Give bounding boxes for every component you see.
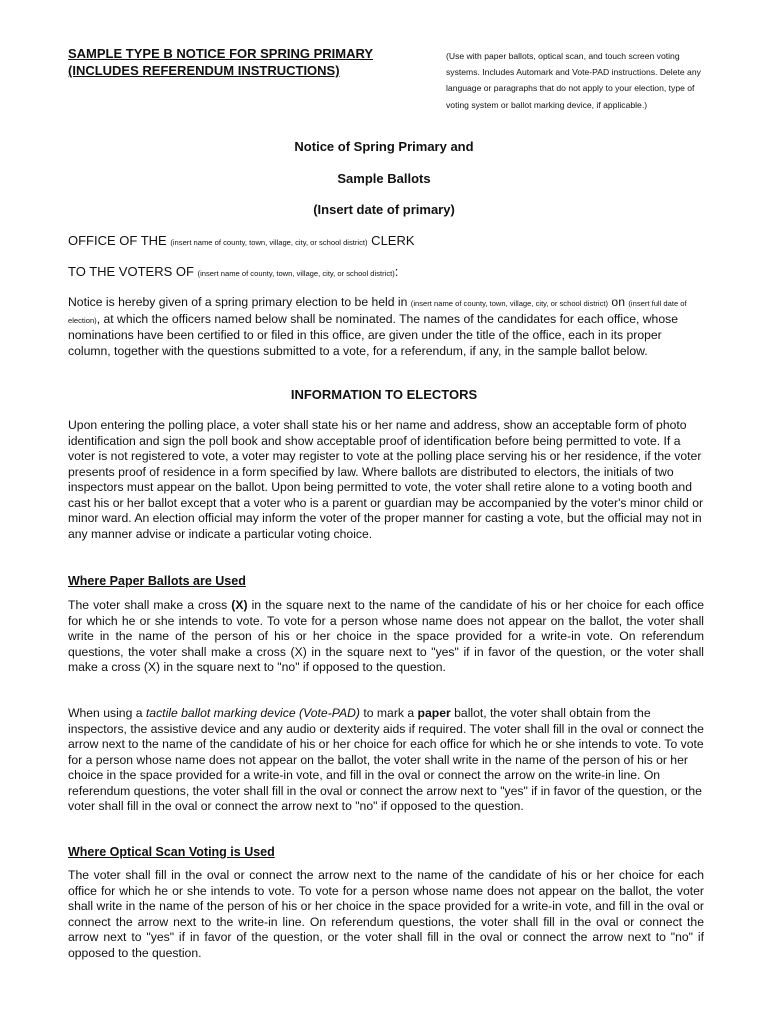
- voters-prefix: TO THE VOTERS OF: [68, 264, 198, 279]
- notice-paragraph: [68, 295, 704, 359]
- voters-suffix: :: [394, 264, 399, 279]
- vote-pad-paragraph: [68, 706, 704, 815]
- office-suffix: CLERK: [367, 233, 415, 248]
- notice-text-2: on: [608, 295, 629, 309]
- office-prefix: OFFICE OF THE: [68, 233, 171, 248]
- document-heading: [68, 45, 428, 79]
- heading-line-1: SAMPLE TYPE B NOTICE FOR SPRING PRIMARY: [68, 46, 374, 61]
- primary-date-placeholder: (Insert date of primary): [313, 202, 455, 217]
- office-insert: (insert name of county, town, village, city, or school district): [170, 238, 368, 247]
- optical-scan-paragraph: The voter shall fill in the oval or connect the arrow next to the name of the candidate of his or her choice for each office for which he or she intends to vote. To vote for a person whose name does not appear on the ballot, the voter shall write in the name of the person of his or her choice in the space provided for a write-in vote, and fill in the oval or connect the arrow next to the write-in line. On referendum questions, the voter shall fill in the oval or connect the arrow next to "yes" if in favor of the question, or the voter shall fill in the oval or connect the arrow next to "no" if opposed to the question.: [68, 868, 704, 960]
- paper-ballots-paragraph: [68, 598, 704, 676]
- paper-text-1: The voter shall make a cross: [68, 598, 232, 612]
- paper-text-2: in the square next to the name of the candidate of his or her choice for each office for which he or she intends to vote. To vote for a person whose name does not appear on the ballot, the voter shall write in the name of the person of his or her choice in the space provided for a write-in vote. On referendum questions, the voter shall make a cross (X) in the square next to "yes" if in favor of the question, or the voter shall make a cross (X) in the square next to "no" if opposed to the question.: [68, 598, 704, 674]
- sample-ballots-title: Sample Ballots: [337, 171, 431, 186]
- heading-line-2: (INCLUDES REFERENDUM INSTRUCTIONS): [68, 63, 340, 78]
- usage-note: (Use with paper ballots, optical scan, and touch screen voting systems. Includes Automark and Vote-PAD instructions. Delete any language or paragraphs that do not apply to your election, type of voting system or ballot marking device, if applicable.): [446, 51, 701, 110]
- notice-text-3: , at which the officers named below shall be nominated. The names of the candidates for each office, whose nominations have been certified to or filed in this office, are given under the title of the office, each in its proper column, together with the questions submitted to a vote, for a referendum, if any, in the sample ballot below.: [68, 311, 678, 358]
- voters-line: [68, 264, 398, 279]
- paper-ballots-heading: Where Paper Ballots are Used: [68, 574, 246, 588]
- voters-insert: (insert name of county, town, village, city, or school district): [197, 269, 395, 278]
- votepad-text-3: ballot, the voter shall obtain from the inspectors, the assistive device and any audio or dexterity aids if required. The voter shall fill in the oval or connect the arrow next to the name of the candidate of his or her choice for each office for which he or she intends to vote. To vote for a person whose name does not appear on the ballot, the voter shall write in the name of the person of his or her choice in the space provided for a write-in vote, and fill in the oval or connect the arrow on the write-in line. On referendum questions, the voter shall fill in the oval or connect the arrow next to "yes" if in favor of the question, or the voter shall fill in the oval or connect the arrow next to "no" if opposed to the question.: [68, 706, 704, 813]
- office-line: [68, 233, 415, 248]
- votepad-text-2: to mark a: [359, 706, 418, 720]
- notice-text-1: Notice is hereby given of a spring primary election to be held in: [68, 295, 411, 309]
- info-paragraph: Upon entering the polling place, a voter shall state his or her name and address, show an acceptable form of photo identification and sign the poll book and show acceptable proof of identification before being permitted to vote. If a voter is not registered to vote, a voter may register to vote at the polling place serving his or her residence, if the voter presents proof of residence in a form specified by law. Where ballots are distributed to electors, the initials of two inspectors must appear on the ballot. Upon being permitted to vote, the voter shall retire alone to a voting booth and cast his or her ballot except that a voter who is a parent or guardian may be accompanied by the voter's minor child or minor ward. An election official may inform the voter of the proper manner for casting a vote, but the official may not in any manner advise or indicate a particular voting choice.: [68, 418, 704, 541]
- votepad-text-1: When using a: [68, 706, 146, 720]
- votepad-paper: paper: [417, 706, 451, 720]
- notice-insert-2: (insert full date of election): [68, 299, 687, 325]
- optical-scan-heading: Where Optical Scan Voting is Used: [68, 845, 275, 859]
- notice-insert-1: (insert name of county, town, village, city, or school district): [410, 299, 609, 308]
- notice-title: Notice of Spring Primary and: [294, 139, 474, 154]
- paper-cross-mark: (X): [231, 598, 248, 612]
- votepad-device: tactile ballot marking device (Vote-PAD): [145, 706, 360, 720]
- info-heading: INFORMATION TO ELECTORS: [290, 387, 478, 402]
